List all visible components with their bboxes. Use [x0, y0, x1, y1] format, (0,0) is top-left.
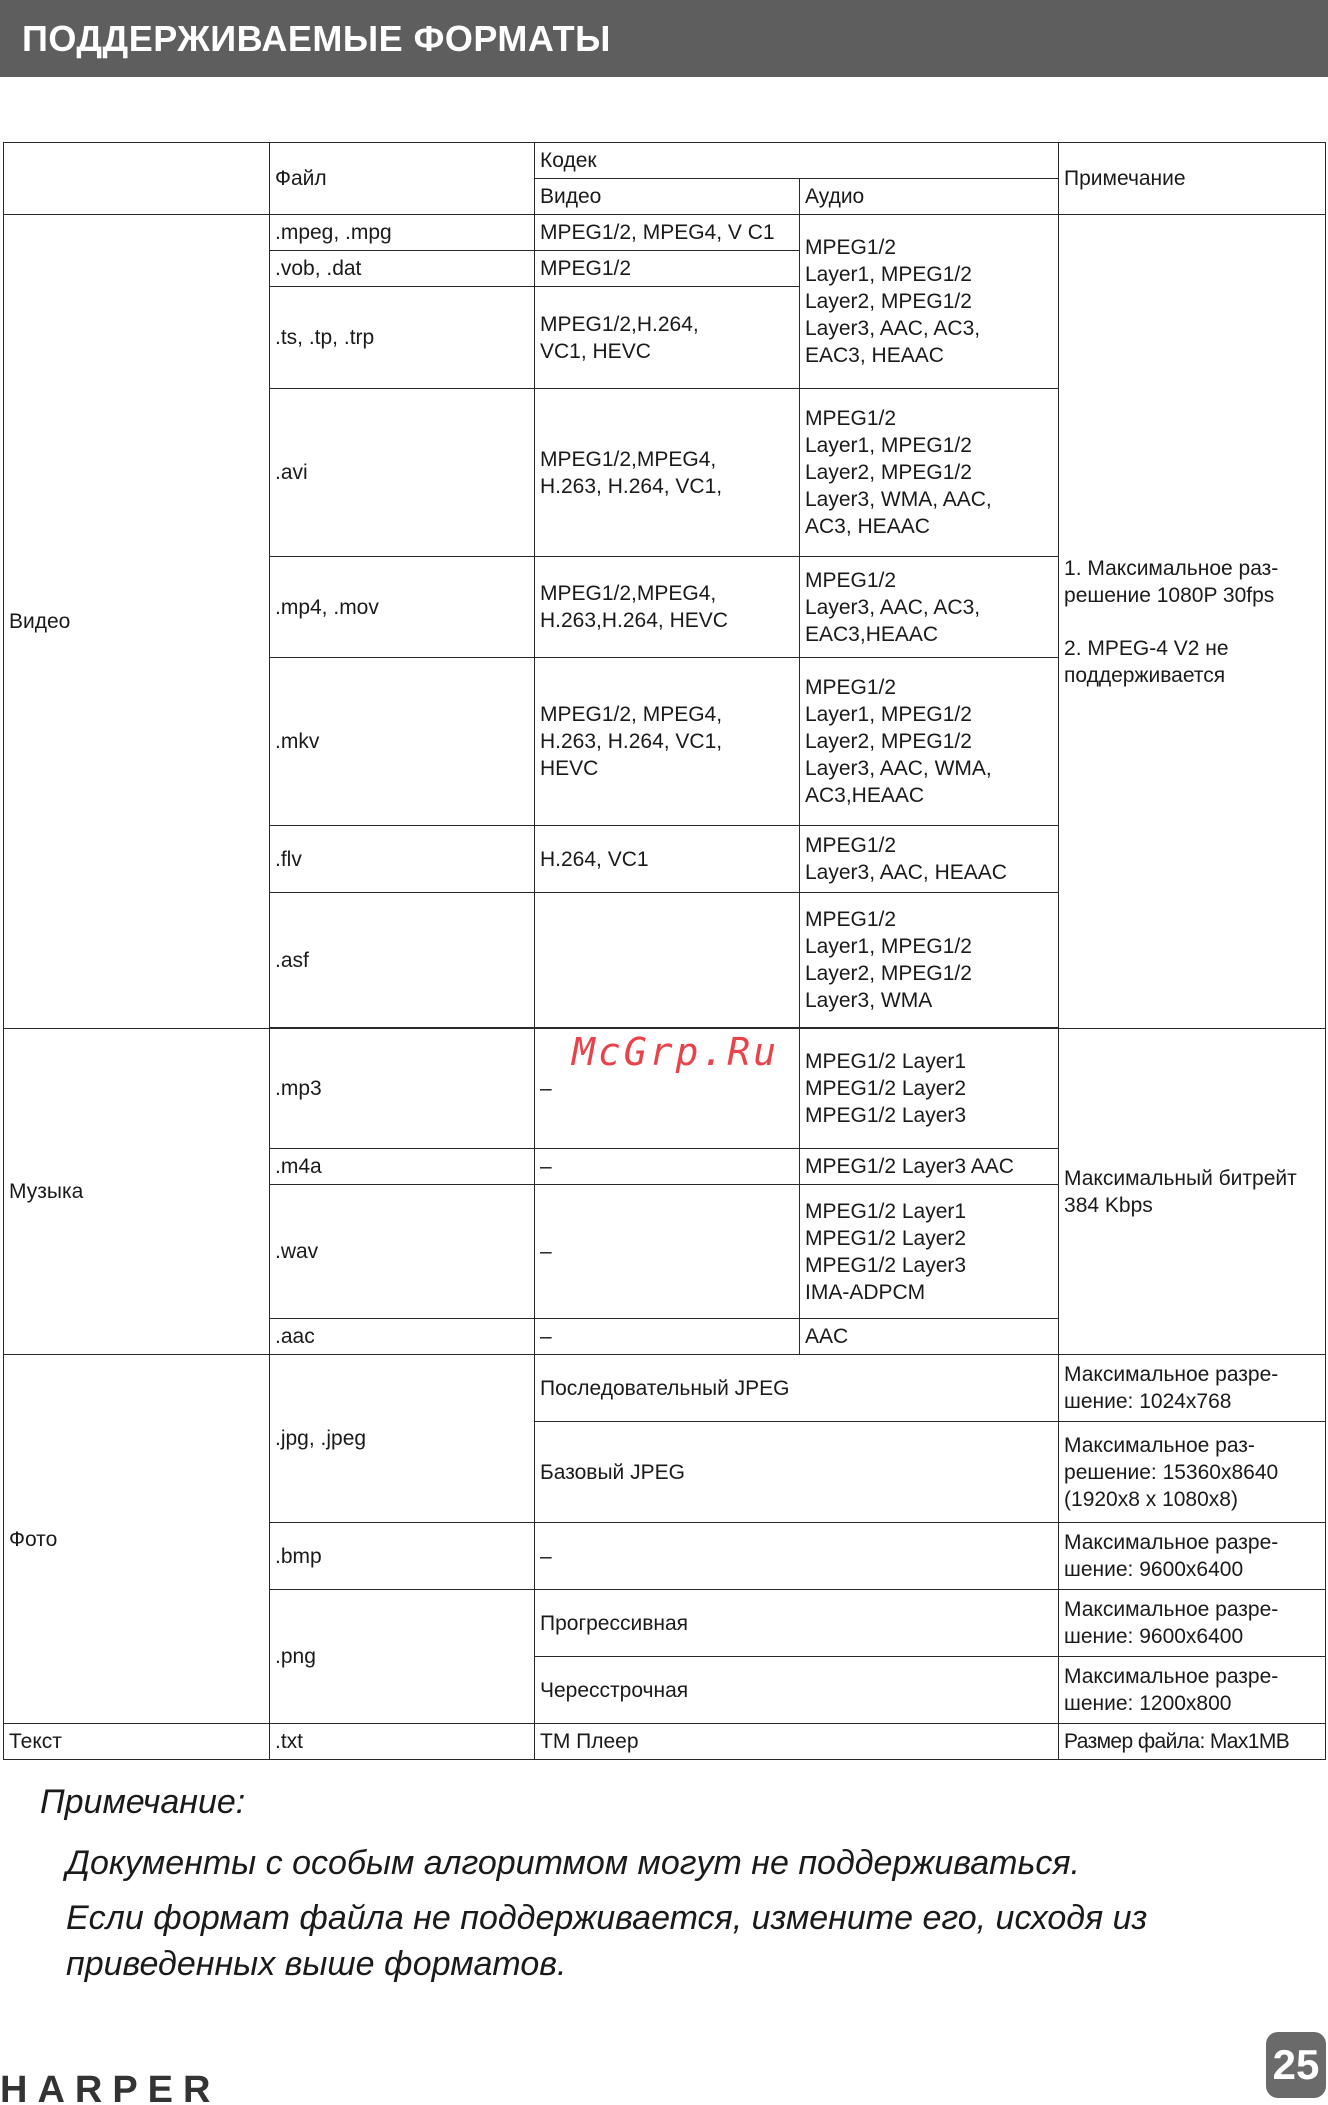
header-note: Примечание: [1059, 143, 1326, 215]
text-note-cell: Размер файла: Max1MB: [1059, 1724, 1326, 1760]
header-audio: Аудио: [800, 179, 1059, 215]
audio-codec-cell: MPEG1/2 Layer1, MPEG1/2 Layer2, MPEG1/2 Layer3, WMA: [800, 893, 1059, 1028]
file-cell: .flv: [270, 826, 535, 893]
file-cell: .m4a: [270, 1149, 535, 1185]
video-note-1: 1. Максимальное раз- решение 1080P 30fps: [1064, 556, 1279, 607]
photo-note-cell: Максимальное раз- решение: 15360x8640 (1920x8 x 1080x8): [1059, 1422, 1326, 1523]
video-codec-cell: MPEG1/2, MPEG4, V C1: [535, 215, 800, 251]
table-row: [4, 1355, 1326, 1422]
category-photo: Фото: [4, 1355, 270, 1724]
notes-line-2: Если формат файла не поддерживается, измените его, исходя из приведенных выше форматов.: [66, 1899, 1148, 1983]
video-note-cell: [1059, 215, 1326, 1029]
codec-cell: Прогрессивная: [535, 1590, 1059, 1657]
file-cell: .aac: [270, 1319, 535, 1355]
notes-title: Примечание:: [40, 1783, 246, 1821]
file-cell: .jpg, .jpeg: [270, 1355, 535, 1523]
audio-codec-cell: MPEG1/2 Layer1 MPEG1/2 Layer2 MPEG1/2 Layer3: [800, 1029, 1059, 1149]
music-note-cell: Максимальный битрейт 384 Kbps: [1059, 1029, 1326, 1355]
file-cell: .mp3: [270, 1029, 535, 1149]
audio-codec-cell: MPEG1/2 Layer3 AAC: [800, 1149, 1059, 1185]
video-codec-cell: H.264, VC1: [535, 826, 800, 893]
file-cell: .mp4, .mov: [270, 557, 535, 658]
codec-cell: Чересстрочная: [535, 1657, 1059, 1724]
header-video: Видео: [535, 179, 800, 215]
video-codec-cell: –: [535, 1185, 800, 1319]
file-cell: .mpeg, .mpg: [270, 215, 535, 251]
file-cell: .bmp: [270, 1523, 535, 1590]
video-codec-cell: MPEG1/2,MPEG4, H.263,H.264, HEVC: [535, 557, 800, 658]
photo-note-cell: Максимальное разре- шение: 9600x6400: [1059, 1590, 1326, 1657]
table-row: [4, 1724, 1326, 1760]
audio-codec-cell: MPEG1/2 Layer1, MPEG1/2 Layer2, MPEG1/2 Layer3, AAC, AC3, EAC3, HEAAC: [800, 215, 1059, 389]
watermark: McGrp.Ru: [572, 1030, 780, 1074]
audio-codec-cell: MPEG1/2 Layer1, MPEG1/2 Layer2, MPEG1/2 Layer3, AAC, WMA, AC3,HEAAC: [800, 658, 1059, 826]
category-text: Текст: [4, 1724, 270, 1760]
video-note-2: 2. MPEG-4 V2 не поддерживается: [1064, 636, 1229, 687]
video-codec-cell: [535, 893, 800, 1028]
codec-cell: Базовый JPEG: [535, 1422, 1059, 1523]
codec-cell: –: [535, 1523, 1059, 1590]
codec-cell: Последовательный JPEG: [535, 1355, 1059, 1422]
video-codec-cell: –: [535, 1319, 800, 1355]
page-number: 25: [1266, 2032, 1326, 2098]
header-bar: [0, 0, 1328, 77]
audio-codec-cell: MPEG1/2 Layer1 MPEG1/2 Layer2 MPEG1/2 Layer3 IMA-ADPCM: [800, 1185, 1059, 1319]
formats-table: [3, 142, 1326, 1760]
codec-cell: TM Плеер: [535, 1724, 1059, 1760]
video-codec-cell: –: [535, 1149, 800, 1185]
audio-codec-cell: MPEG1/2 Layer3, AAC, AC3, EAC3,HEAAC: [800, 557, 1059, 658]
audio-codec-cell: AAC: [800, 1319, 1059, 1355]
photo-note-cell: Максимальное разре- шение: 9600x6400: [1059, 1523, 1326, 1590]
file-cell: .vob, .dat: [270, 251, 535, 287]
header-category-cell: [4, 143, 270, 215]
photo-note-cell: Максимальное разре- шение: 1024x768: [1059, 1355, 1326, 1422]
file-cell: .png: [270, 1590, 535, 1724]
video-codec-cell: MPEG1/2, MPEG4, H.263, H.264, VC1, HEVC: [535, 658, 800, 826]
header-file: Файл: [270, 143, 535, 215]
category-music: Музыка: [4, 1029, 270, 1355]
file-cell: .wav: [270, 1185, 535, 1319]
video-codec-cell: MPEG1/2,MPEG4, H.263, H.264, VC1,: [535, 389, 800, 557]
file-cell: .asf: [270, 893, 535, 1028]
file-cell: .ts, .tp, .trp: [270, 287, 535, 389]
file-cell: .mkv: [270, 658, 535, 826]
table-row: [4, 215, 1326, 251]
file-cell: .avi: [270, 389, 535, 557]
category-video: Видео: [4, 215, 270, 1029]
header-codec: Кодек: [535, 143, 1059, 179]
page-title: ПОДДЕРЖИВАЕМЫЕ ФОРМАТЫ: [22, 18, 611, 59]
audio-codec-cell: MPEG1/2 Layer1, MPEG1/2 Layer2, MPEG1/2 Layer3, WMA, AAC, AC3, HEAAC: [800, 389, 1059, 557]
photo-note-cell: Максимальное разре- шение: 1200x800: [1059, 1657, 1326, 1724]
brand-logo: HARPER: [0, 2070, 221, 2105]
video-codec-cell: MPEG1/2,H.264, VC1, HEVC: [535, 287, 800, 389]
video-codec-cell: MPEG1/2: [535, 251, 800, 287]
video-codec-cell: –: [535, 1029, 800, 1149]
notes-line-1: Документы с особым алгоритмом могут не поддерживаться.: [66, 1844, 1080, 1882]
audio-codec-cell: MPEG1/2 Layer3, AAC, HEAAC: [800, 826, 1059, 893]
file-cell: .txt: [270, 1724, 535, 1760]
